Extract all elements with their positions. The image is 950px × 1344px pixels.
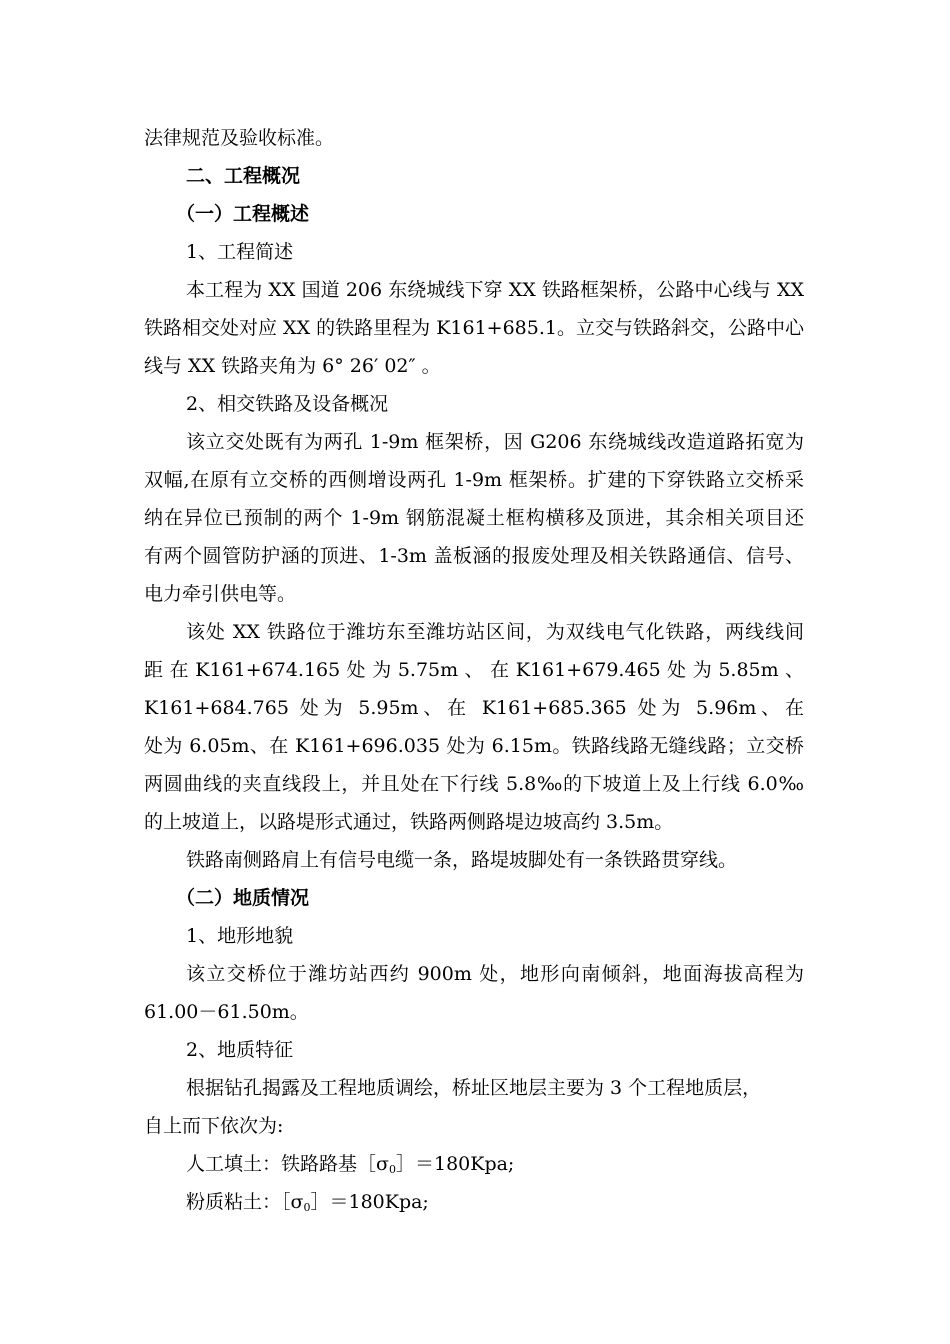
text-line: 法律规范及验收标准。 (144, 127, 335, 149)
text-line: 该处 XX 铁路位于潍坊东至潍坊站区间，为双线电气化铁路，两线线间 (186, 621, 804, 643)
soil-layer-line (186, 1184, 429, 1220)
subsection-heading: （一）工程概述 (176, 203, 310, 225)
item-heading: 1、地形地貌 (186, 925, 294, 947)
subsection-heading: （二）地质情况 (176, 887, 310, 909)
text-line: 两圆曲线的夹直线段上，并且处在下行线 5.8‰的下坡道上及上行线 6.0‰ (144, 773, 804, 795)
text-line: 双幅,在原有立交桥的西侧增设两孔 1-9m 框架桥。扩建的下穿铁路立交桥采 (144, 469, 804, 491)
text-line: 纳在异位已预制的两个 1-9m 钢筋混凝土框构横移及顶进，其余相关项目还 (144, 507, 804, 529)
soil-layer-value: ］＝180Kpa; (310, 1191, 429, 1213)
text-line: 自上而下依次为: (144, 1115, 284, 1137)
text-line: 有两个圆管防护涵的顶进、1-3m 盖板涵的报废处理及相关铁路通信、信号、 (144, 545, 804, 567)
soil-layer-line (186, 1146, 514, 1182)
section-heading: 二、工程概况 (186, 165, 301, 187)
text-line: 铁路南侧路肩上有信号电缆一条，路堤坡脚处有一条铁路贯穿线。 (186, 849, 738, 871)
text-line: 处为 6.05m、在 K161+696.035 处为 6.15m。铁路线路无缝线路；立交桥 (144, 735, 804, 757)
text-line: 距 在 K161+674.165 处 为 5.75m 、 在 K161+679.465 处 为 5.85m 、 (144, 659, 804, 681)
item-heading: 1、工程简述 (186, 241, 294, 263)
text-line: 根据钻孔揭露及工程地质调绘，桥址区地层主要为 3 个工程地质层， (186, 1077, 762, 1099)
text-line: 61.00－61.50m。 (144, 1001, 309, 1023)
item-heading: 2、相交铁路及设备概况 (186, 393, 389, 415)
text-line: 线与 XX 铁路夹角为 6° 26′ 02″ 。 (144, 355, 441, 377)
subscript-zero: 0 (388, 1163, 396, 1176)
text-line: 该立交桥位于潍坊站西约 900m 处，地形向南倾斜，地面海拔高程为 (186, 963, 804, 985)
soil-layer-value: ］＝180Kpa; (395, 1153, 515, 1175)
subscript-zero: 0 (303, 1201, 311, 1214)
text-line: K161+684.765 处为 5.95m、在 K161+685.365 处为 5.96m、在 (144, 697, 804, 719)
soil-layer-text: 粉质粘土：［σ (186, 1191, 304, 1213)
soil-layer-text: 人工填土：铁路路基［σ (186, 1153, 389, 1175)
text-line: 电力牵引供电等。 (144, 583, 297, 605)
text-line: 本工程为 XX 国道 206 东绕城线下穿 XX 铁路框架桥，公路中心线与 XX (186, 279, 804, 301)
item-heading: 2、地质特征 (186, 1039, 294, 1061)
text-line: 该立交处既有为两孔 1-9m 框架桥，因 G206 东绕城线改造道路拓宽为 (186, 431, 804, 453)
text-line: 的上坡道上，以路堤形式通过，铁路两侧路堤边坡高约 3.5m。 (144, 811, 674, 833)
text-line: 铁路相交处对应 XX 的铁路里程为 K161+685.1。立交与铁路斜交，公路中心 (144, 317, 804, 339)
